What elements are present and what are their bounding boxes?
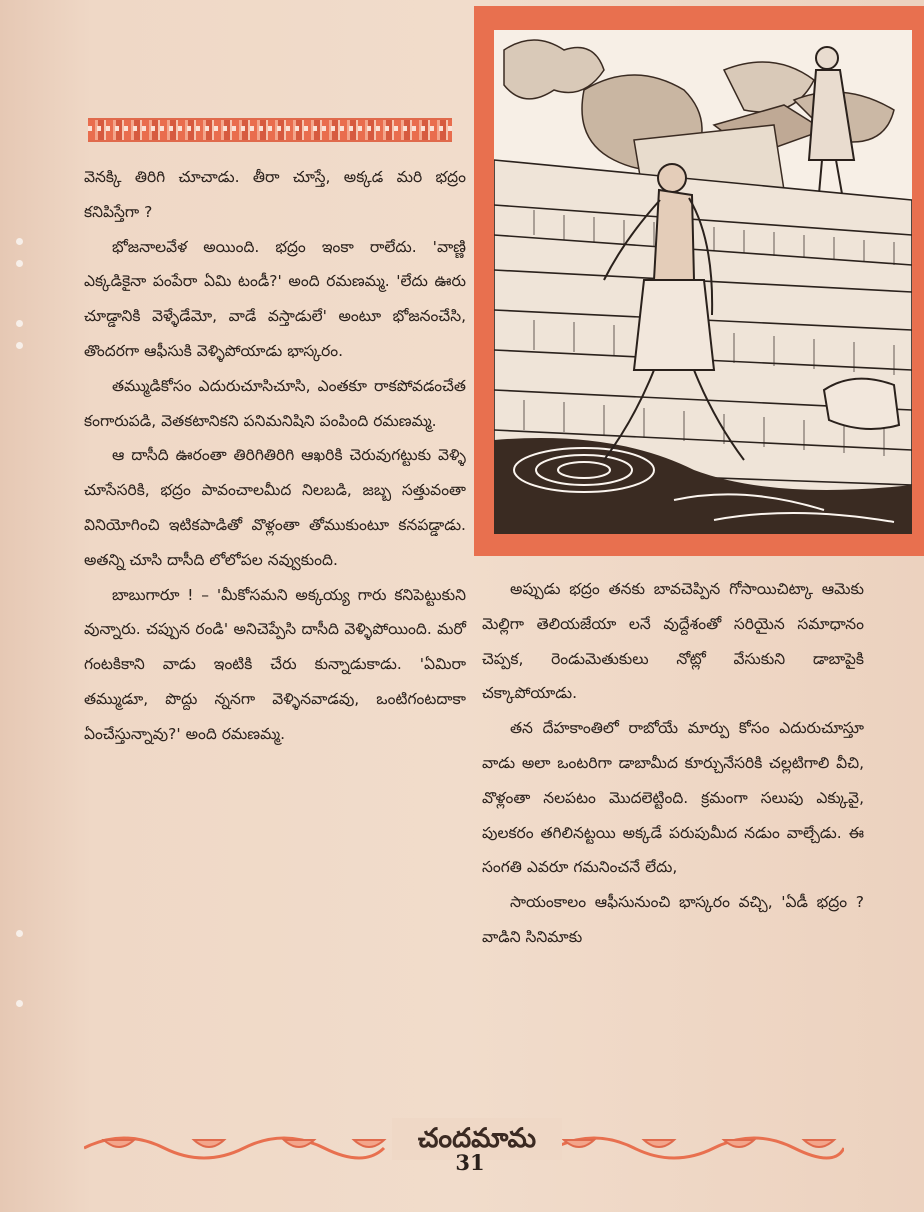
illustration-pond-steps bbox=[494, 30, 912, 534]
paragraph: బాబుగారూ ! – 'మీకోసమని అక్కయ్య గారు కనిపెట్టుకుని వున్నారు. చప్పున రండి' అనిచెప్పేసి దాసీది వెళ్ళిపోయింది. మరో గంటకికాని వాడు ఇంటికి చేరు కున్నాడుకాడు. 'ఏమిరా తమ్ముడూ, పొద్దు న్ననగా వెళ్ళినవాడవు, ఒంటిగంటదాకా ఏంచేస్తున్నావు?' అంది రమణమ్మ. bbox=[84, 585, 466, 743]
paragraph: తమ్ముడికోసం ఎదురుచూసిచూసి, ఎంతకూ రాకపోవడంచేత కంగారుపడి, వెతకటానికని పనిమనిషిని పంపింది రమణమ్మ. bbox=[84, 376, 466, 430]
page-number: 31 bbox=[455, 1150, 485, 1175]
paragraph: సాయంకాలం ఆఫీసునుంచి భాస్కరం వచ్చి, 'ఏడీ భద్రం ? వాడిని సినిమాకు bbox=[482, 893, 864, 946]
decorative-border-band bbox=[88, 118, 452, 142]
story-illustration bbox=[474, 6, 924, 556]
paragraph: తన దేహకాంతిలో రాబోయే మార్పు కోసం ఎదురుచూస్తూ వాడు అలా ఒంటరిగా డాబామీద కూర్చునేసరికి చల్లటిగాలి వీచి, వొళ్లంతా నలపటం మొదలెట్టింది. క్రమంగా సలుపు ఎక్కువై, పులకరం తగిలినట్టయి అక్కడే పరుపుమీద నడుం వాల్చేడు. ఈ సంగతి ఎవరూ గమనించనే లేదు, bbox=[482, 719, 864, 877]
paragraph: అప్పుడు భద్రం తనకు బావచెప్పిన గోసాయిచిట్కా ఆమెకు మెల్లిగా తెలియజేయా లనే వుద్దేశంతో సరియైన సమాధానం చెప్పక, రెండుమెతుకులు నోట్లో వేసుకుని డాబాపైకి చక్కాపోయాడు. bbox=[482, 580, 864, 703]
paragraph: భోజనాలవేళ అయింది. భద్రం ఇంకా రాలేదు. 'వాణ్ణి ఎక్కడికైనా పంపేరా ఏమి టండీ?' అంది రమణమ్మ. 'లేదు ఊరు చూడ్డానికి వెళ్ళేడేమో, వాడే వస్తాడులే' అంటూ భోజనంచేసి, తొందరగా ఆఫీసుకి వెళ్ళిపోయాడు భాస్కరం. bbox=[84, 237, 466, 360]
paragraph: వెనక్కి తిరిగి చూచాడు. తీరా చూస్తే, అక్కడ మరి భద్రం కనిపిస్తేగా ? bbox=[84, 168, 466, 221]
right-text-column bbox=[482, 572, 864, 955]
left-text-column bbox=[84, 160, 466, 752]
paragraph: ఆ దాసీది ఊరంతా తిరిగితిరిగి ఆఖరికి చెరువుగట్టుకు వెళ్ళి చూసేసరికి, భద్రం పావంచాలమీద నిలబడి, జబ్బ సత్తువంతా వినియోగించి ఇటికపాడితో వొళ్లంతా తోముకుంటూ కనపడ్డాడు. అతన్ని చూసి దాసీది లోలోపల నవ్వుకుంది. bbox=[84, 446, 466, 569]
magazine-name: చందమామ bbox=[392, 1118, 562, 1160]
